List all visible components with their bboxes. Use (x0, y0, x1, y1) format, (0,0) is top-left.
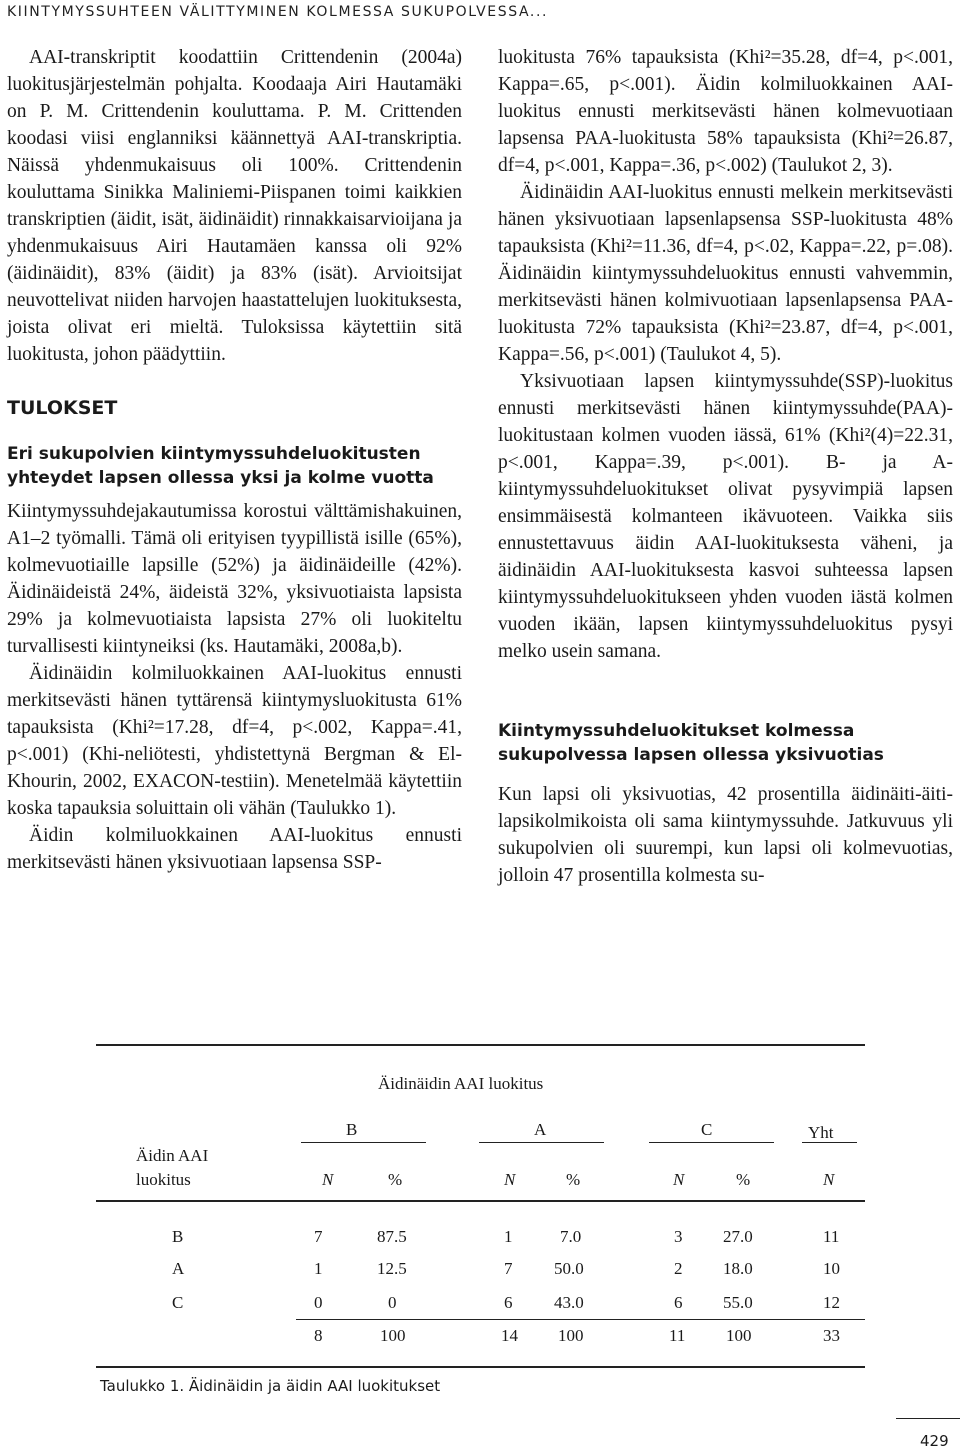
subheading: Kiintymyssuhdeluokitukset kolmessa sukupolvessa lapsen ollessa yksivuotias (498, 721, 884, 765)
table-cell: 6 (504, 1293, 513, 1312)
subheader-percent: % (388, 1170, 403, 1189)
table-cell: 100 (380, 1326, 406, 1345)
table-cell: A (172, 1259, 185, 1278)
table-top-rule (96, 1044, 865, 1046)
total-rule (296, 1319, 865, 1320)
group-underline (649, 1142, 774, 1143)
section-heading: TULOKSET (7, 397, 118, 419)
footer-rule (896, 1418, 960, 1419)
table-cell: 11 (669, 1326, 686, 1345)
table-cell: 12.5 (377, 1259, 407, 1278)
table-cell: 6 (674, 1293, 683, 1312)
group-header-c: C (701, 1120, 713, 1139)
page-number: 429 (920, 1432, 949, 1450)
data-table (96, 1044, 865, 1374)
subheader-percent: % (566, 1170, 581, 1189)
row-header-label: Äidin AAI (136, 1146, 209, 1165)
group-underline (479, 1142, 604, 1143)
paragraph: Äidinäidin AAI-luokitus ennusti melkein merkitsevästi hänen yksivuotiaan lapsenlapsensa SSP-luokitusta 48% tapauksista (Khi²=11.36, df=4, p<.02, Kappa=.22, p=.08). Äidinäidin kiintymyssuhdeluokitus ennusti vahvemmin, merkitsevästi hänen kolmivuotiaan lapsenlapsensa PAA-luokitusta 72% tapauksista (Khi²=23.87, df=4, p<.001, Kappa=.56, p<.001) (Taulukot 4, 5). (498, 182, 953, 365)
right-column (498, 44, 953, 889)
table-cell: 2 (674, 1259, 683, 1278)
table-cell: C (172, 1293, 184, 1312)
table-cell: 18.0 (723, 1259, 753, 1278)
paragraph: Yksivuotiaan lapsen kiintymyssuhde(SSP)-luokitus ennusti merkitsevästi hänen kiintymyssuhde(PAA)-luokitustaan kolmen vuoden iässä, 61% (Khi²(4)=22.31, p<.001, Kappa=.39, p<.001). B- ja A-kiintymyssuhdeluokitukset olivat pysyvimpiä lapsen ensimmäisestä kolmanteen ikävuoteen. Vaikka siis ennustettavuus äidin AAI-luokituksesta väheni, ja äidinäidin AAI-luokituksesta kasvoi suhteessa lapsen kiintymyssuhdeluokitukseen yhden vuoden iästä kolmen vuoden ikään, lapsen kiintymyssuhdeluokitus pysyi melko usein samana. (498, 371, 953, 662)
left-column (7, 44, 462, 876)
table-cell: 55.0 (723, 1293, 753, 1312)
table-cell: 87.5 (377, 1227, 407, 1246)
table-cell: 14 (501, 1326, 518, 1345)
subheader-n: N (504, 1170, 516, 1189)
table-cell: 7.0 (560, 1227, 582, 1246)
table-cell: 3 (674, 1227, 683, 1246)
table-cell: 12 (823, 1293, 840, 1312)
table-cell: 10 (823, 1259, 840, 1278)
group-header-total: Yht (808, 1123, 834, 1142)
table-cell: 0 (314, 1293, 323, 1312)
table-bottom-rule (96, 1366, 865, 1368)
table-spanner-header: Äidinäidin AAI luokitus (378, 1074, 544, 1093)
paragraph: AAI-transkriptit koodattiin Crittendenin (2004a) luokitusjärjestelmän pohjalta. Koodaaja Airi Hautamäki on P. M. Crittendenin kouluttama. P. M. Crittenden koodasi viisi englanniksi käännettyä AAI-transkriptia. Näissä yhdenmukaisuus oli 100%. Crittendenin kouluttama Sinikka Maliniemi-Piispanen toimi kaikkien transkriptien (äidit, isät, äidinäidit) rinnakkaisarvioijana ja yhdenmukaisuus Airi Hautamäen kanssa oli 92% (äidinäidit), 83% (äidit) ja 83% (isät). Arvioitsijat neuvottelivat niiden harvojen haastattelujen luokituksesta, joista olivat eri mieltä. Tuloksissa käytettiin sitä luokitusta, johon päädyttiin. (7, 47, 462, 365)
table-cell: 100 (726, 1326, 752, 1345)
paragraph: Kiintymyssuhdejakautumissa korostui välttämishakuinen, A1–2 työmalli. Tämä oli erityisen tyypillistä isille (65%), kolmevuotiaille lapsille (52%) ja äidinäideille (42%). Äidinäideistä 24%, äideistä 32%, yksivuotiaista lapsista 29% ja kolmevuotiaista lapsista 27% oli luokiteltu turvallisesti kiintyneiksi (ks. Hautamäki, 2008a,b). (7, 501, 462, 657)
table-cell: 50.0 (554, 1259, 584, 1278)
subheader-percent: % (736, 1170, 751, 1189)
table-cell: B (172, 1227, 184, 1246)
table-cell: 27.0 (723, 1227, 753, 1246)
group-underline (301, 1142, 426, 1143)
group-underline (802, 1142, 857, 1143)
paragraph: luokitusta 76% tapauksista (Khi²=35.28, df=4, p<.001, Kappa=.65, p<.001). Äidin kolmiluokkainen AAI-luokitus ennusti merkitsevästi hänen kolmevuotiaan lapsensa PAA-luokitusta 58% tapauksista (Khi²=26.87, df=4, p<.001, Kappa=.36, p<.002) (Taulukot 2, 3). (498, 47, 953, 176)
subheader-n: N (673, 1170, 685, 1189)
table-cell: 7 (504, 1259, 513, 1278)
table-caption: Taulukko 1. Äidinäidin ja äidin AAI luokitukset (100, 1377, 441, 1395)
subheader-n: N (823, 1170, 835, 1189)
paragraph: Äidin kolmiluokkainen AAI-luokitus ennusti merkitsevästi hänen yksivuotiaan lapsensa SSP- (7, 825, 462, 873)
table-cell: 33 (823, 1326, 840, 1345)
table-cell: 43.0 (554, 1293, 584, 1312)
group-header-b: B (346, 1120, 358, 1139)
table-cell: 7 (314, 1227, 323, 1246)
subheader-n: N (322, 1170, 334, 1189)
running-head: KIINTYMYSSUHTEEN VÄLITTYMINEN KOLMESSA SUKUPOLVESSA... (7, 4, 549, 20)
table-cell: 1 (504, 1227, 513, 1246)
table-cell: 0 (388, 1293, 397, 1312)
row-header-label: luokitus (136, 1170, 191, 1189)
group-header-a: A (534, 1120, 547, 1139)
table-cell: 8 (314, 1326, 323, 1345)
subheading: Eri sukupolvien kiintymyssuhdeluokitusten yhteydet lapsen ollessa yksi ja kolme vuotta (7, 444, 434, 488)
table-cell: 1 (314, 1259, 323, 1278)
paragraph: Äidinäidin kolmiluokkainen AAI-luokitus ennusti merkitsevästi hänen tyttärensä kiintymysluokitusta 61% tapauksista (Khi²=17.28, df=4, p<.002, Kappa=.41, p<.001) (Khi-neliötesti, yhdistettynä Bergman & El-Khourin, 2002, EXACON-testiin). Menetelmää käytettiin koska tapauksia soluittain oli vähän (Taulukko 1). (7, 663, 462, 819)
table-header-rule (96, 1200, 865, 1202)
table-cell: 11 (823, 1227, 840, 1246)
table-cell: 100 (558, 1326, 584, 1345)
paragraph: Kun lapsi oli yksivuotias, 42 prosentilla äidinäiti-äiti-lapsikolmikoista oli sama kiintymyssuhde. Jatkuvuus yli sukupolvien oli suurempi, kun lapsi oli kolmevuotias, jolloin 47 prosentilla kolmesta su- (498, 784, 953, 886)
